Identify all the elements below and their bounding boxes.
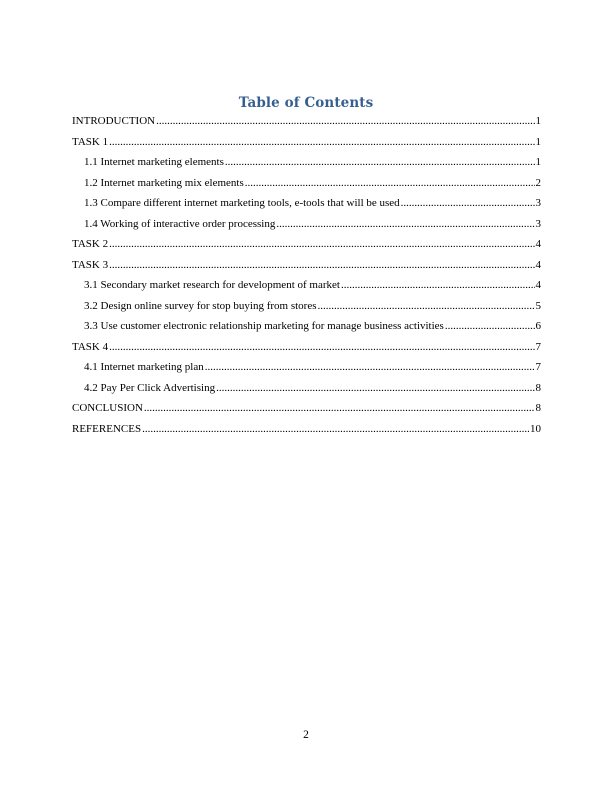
toc-entry-task-1[interactable] [72, 135, 541, 156]
toc-page-number: 2 [535, 176, 541, 189]
toc-page-number: 5 [535, 299, 541, 312]
toc-page-number: 7 [535, 340, 541, 353]
toc-entry-label: 4.2 Pay Per Click Advertising [84, 381, 216, 394]
toc-dot-leader [144, 401, 535, 415]
toc-entry-1-3[interactable] [72, 196, 541, 217]
toc-entry-label: CONCLUSION [72, 402, 143, 414]
toc-entry-introduction[interactable] [72, 114, 541, 135]
toc-entry-label: 3.3 Use customer electronic relationship marketing for manage business activities [84, 320, 444, 332]
toc-dot-leader [445, 319, 535, 333]
toc-entry-1-2[interactable] [72, 176, 541, 197]
toc-entry-label: 3.1 Secondary market research for development of market [84, 279, 340, 291]
toc-page-number: 4 [535, 238, 541, 250]
toc-page-number: 3 [535, 217, 541, 230]
toc-entry-label: TASK 2 [72, 238, 109, 250]
toc-dot-leader [109, 237, 534, 251]
toc-entry-label: 1.4 Working of interactive order processing [84, 217, 276, 230]
toc-list [72, 114, 541, 442]
toc-page-number: 1 [535, 156, 541, 168]
toc-entry-label: TASK 4 [72, 340, 109, 353]
toc-page-number: 3 [535, 197, 541, 209]
toc-entry-3-1[interactable] [72, 278, 541, 299]
toc-entry-references[interactable] [72, 422, 541, 443]
toc-entry-4-2[interactable] [72, 381, 541, 402]
toc-dot-leader [142, 422, 529, 436]
toc-entry-label: 1.2 Internet marketing mix elements [84, 176, 244, 189]
toc-dot-leader [109, 340, 534, 354]
toc-page-number: 10 [530, 422, 541, 435]
toc-entry-label: INTRODUCTION [72, 115, 156, 127]
toc-entry-1-1[interactable] [72, 155, 541, 176]
toc-dot-leader [225, 155, 535, 169]
toc-dot-leader [276, 217, 534, 231]
toc-dot-leader [341, 278, 535, 292]
toc-entry-1-4[interactable] [72, 217, 541, 238]
toc-page-number: 8 [535, 402, 541, 414]
toc-page-number: 8 [535, 381, 541, 394]
toc-dot-leader [318, 299, 535, 313]
toc-dot-leader [245, 176, 535, 190]
page-number: 2 [303, 729, 309, 741]
toc-entry-4-1[interactable] [72, 360, 541, 381]
toc-page-number: 4 [535, 279, 541, 291]
toc-entry-label: 1.3 Compare different internet marketing tools, e-tools that will be used [84, 197, 400, 209]
toc-entry-label: 3.2 Design online survey for stop buying from stores [84, 299, 317, 312]
toc-entry-label: TASK 1 [72, 135, 109, 148]
toc-entry-label: 4.1 Internet marketing plan [84, 361, 204, 373]
toc-page-number: 4 [535, 258, 541, 271]
toc-page-number: 6 [535, 320, 541, 332]
toc-entry-conclusion[interactable] [72, 401, 541, 422]
toc-entry-3-2[interactable] [72, 299, 541, 320]
toc-dot-leader [205, 360, 535, 374]
toc-title: Table of Contents [238, 95, 374, 111]
toc-entry-label: REFERENCES [72, 422, 142, 435]
toc-dot-leader [401, 196, 535, 210]
toc-dot-leader [109, 258, 534, 272]
toc-page-number: 1 [535, 135, 541, 148]
toc-dot-leader [156, 114, 534, 128]
toc-dot-leader [109, 135, 534, 149]
toc-entry-label: 1.1 Internet marketing elements [84, 156, 224, 168]
toc-entry-task-2[interactable] [72, 237, 541, 258]
toc-page-number: 1 [535, 115, 541, 127]
toc-dot-leader [216, 381, 534, 395]
toc-entry-task-4[interactable] [72, 340, 541, 361]
toc-entry-3-3[interactable] [72, 319, 541, 340]
toc-page-number: 7 [535, 361, 541, 373]
toc-entry-label: TASK 3 [72, 258, 109, 271]
toc-entry-task-3[interactable] [72, 258, 541, 279]
